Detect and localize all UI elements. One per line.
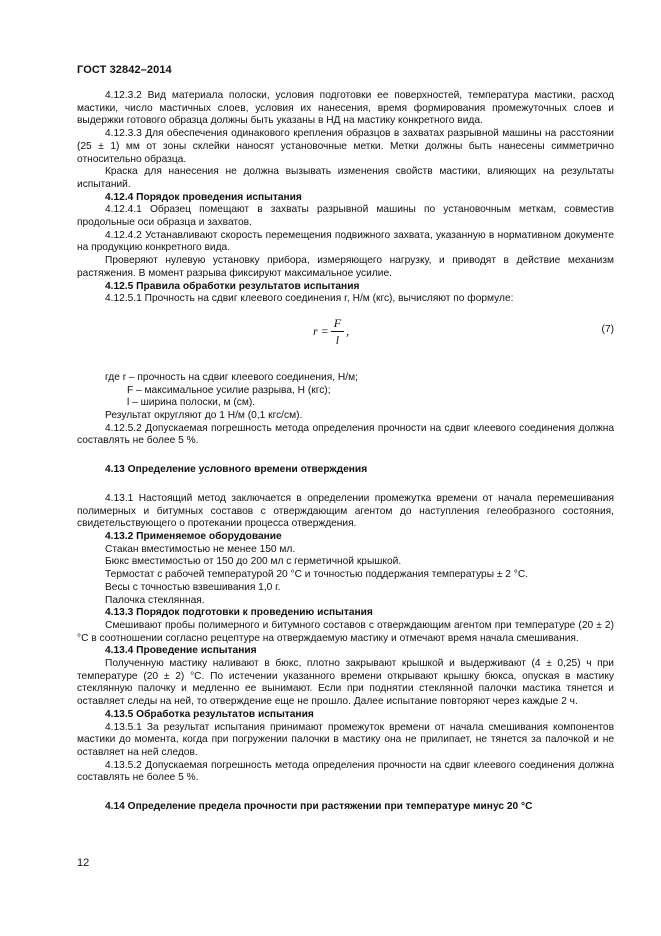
- heading-4-13-3: 4.13.3 Порядок подготовки к проведению испытания: [105, 607, 373, 619]
- formula-denominator: l: [335, 332, 340, 347]
- paragraph-mixing: Смешивают пробы полимерного и битумного составов с отверждающим агентом при температуре (20 ± 2) °С в соотношении согласно рецептуре на отверждаемую мастику и отмечают время начала смешивания.: [77, 619, 614, 644]
- paragraph-zero-check: Проверяют нулевую установку прибора, измеряющего нагрузку, и приводят в действие механизм растяжения. В момент разрыва фиксируют максимальное усилие.: [77, 255, 614, 279]
- formula-number: (7): [601, 323, 614, 335]
- where-f: F – максимальное усилие разрыва, Н (кгс);: [127, 384, 331, 396]
- paragraph-test-procedure: Полученную мастику наливают в бюкс, плотно закрывают крышкой и выдерживают (4 ± 0,25) ч при температуре (20 ± 2) °С. По истечении указанного времени открывают крышку бюкса, опуская в мастику стеклянную палочку и медленно ее вынимают. Если при поднятии стеклянной палочки мастика тянется и оставляет следы на ней, то отверждение еще не прошло. Далее испытание повторяют через каждые 2 ч.: [77, 658, 614, 708]
- paragraph-4-12-5-2: 4.12.5.2 Допускаемая погрешность метода определения прочности на сдвиг клеевого соединения должна составлять не более 5 %.: [77, 422, 614, 447]
- paragraph-4-12-4-1: 4.12.4.1 Образец помещают в захваты разрывной машины по установочным меткам, совместив продольные оси образца и захватов.: [77, 204, 614, 229]
- equipment-beaker: Стакан вместимостью не менее 150 мл.: [105, 543, 296, 555]
- equipment-scales: Весы с точностью взвешивания 1,0 г.: [105, 581, 281, 593]
- section-4-13-heading: 4.13 Определение условного времени отверждения: [105, 464, 368, 476]
- paragraph-4-12-5-1: 4.12.5.1 Прочность на сдвиг клеевого соединения r, Н/м (кгс), вычисляют по формуле:: [105, 293, 514, 305]
- heading-4-13-4: 4.13.4 Проведение испытания: [105, 645, 257, 657]
- formula-lhs: r =: [313, 324, 329, 339]
- section-4-14-heading: 4.14 Определение предела прочности при растяжении при температуре минус 20 °С: [105, 801, 533, 813]
- document-body: [77, 90, 614, 830]
- heading-4-12-5: 4.12.5 Правила обработки результатов испытания: [105, 280, 360, 292]
- formula-tail: ,: [346, 324, 350, 339]
- paragraph-4-13-5-2: 4.13.5.2 Допускаемая погрешность метода определения прочности на сдвиг клеевого соединения должна составлять не более 5 %.: [77, 759, 614, 784]
- equipment-thermostat: Термостат с рабочей температурой 20 °С и точностью поддержания температуры ± 2 °С.: [105, 569, 529, 581]
- formula-fraction: [331, 316, 344, 347]
- paragraph-4-12-3-2: 4.12.3.2 Вид материала полоски, условия подготовки ее поверхностей, температура мастики, расход мастики, число мастичных слоев, условия их нанесения, время формирования промежуточных слоев и выдержки готового образца должны быть указаны в НД на мастику конкретного вида.: [77, 90, 614, 127]
- where-r: где r – прочность на сдвиг клеевого соединения, Н/м;: [105, 371, 358, 383]
- paragraph-4-12-3-3: 4.12.3.3 Для обеспечения одинакового крепления образцов в захватах разрывной машины на расстоянии (25 ± 1) мм от зоны склейки наносят установочные метки. Метки должны быть нанесены симметрично относительно образца.: [77, 128, 614, 165]
- heading-4-13-2: 4.13.2 Применяемое оборудование: [105, 530, 282, 542]
- formula-numerator: F: [331, 316, 344, 332]
- paragraph-4-13-5-1: 4.13.5.1 За результат испытания принимают промежуток времени от начала смешивания компонентов мастики до момента, когда при погружении палочки в мастику она не прилипает, не тянется за палочкой и не оставляет на ней следов.: [77, 721, 614, 758]
- paragraph-4-13-1: 4.13.1 Настоящий метод заключается в определении промежутка времени от начала перемешивания полимерных и битумных составов с отверждающим агентом до наступления гелеобразного состояния, свидетельствующего о протекании процесса отверждения.: [77, 492, 614, 530]
- formula-expression: [313, 316, 349, 347]
- where-l: l – ширина полоски, м (см).: [127, 397, 256, 409]
- formula-7: [77, 310, 614, 366]
- heading-4-12-4: 4.12.4 Порядок проведения испытания: [105, 191, 302, 203]
- equipment-weighing-bottle: Бюкс вместимостью от 150 до 200 мл с герметичной крышкой.: [105, 556, 402, 568]
- paragraph-paint-note: Краска для нанесения не должна вызывать изменения свойств мастики, влияющих на результаты испытаний.: [77, 166, 614, 190]
- paragraph-rounding: Результат округляют до 1 Н/м (0,1 кгс/см).: [105, 410, 303, 422]
- paragraph-4-12-4-2: 4.12.4.2 Устанавливают скорость перемещения подвижного захвата, указанную в нормативном документе на продукцию конкретного вида.: [77, 229, 614, 254]
- page-number: 12: [77, 857, 90, 869]
- equipment-glass-rod: Палочка стеклянная.: [105, 594, 205, 606]
- heading-4-13-5: 4.13.5 Обработка результатов испытания: [105, 708, 314, 720]
- document-header: ГОСТ 32842–2014: [77, 64, 172, 76]
